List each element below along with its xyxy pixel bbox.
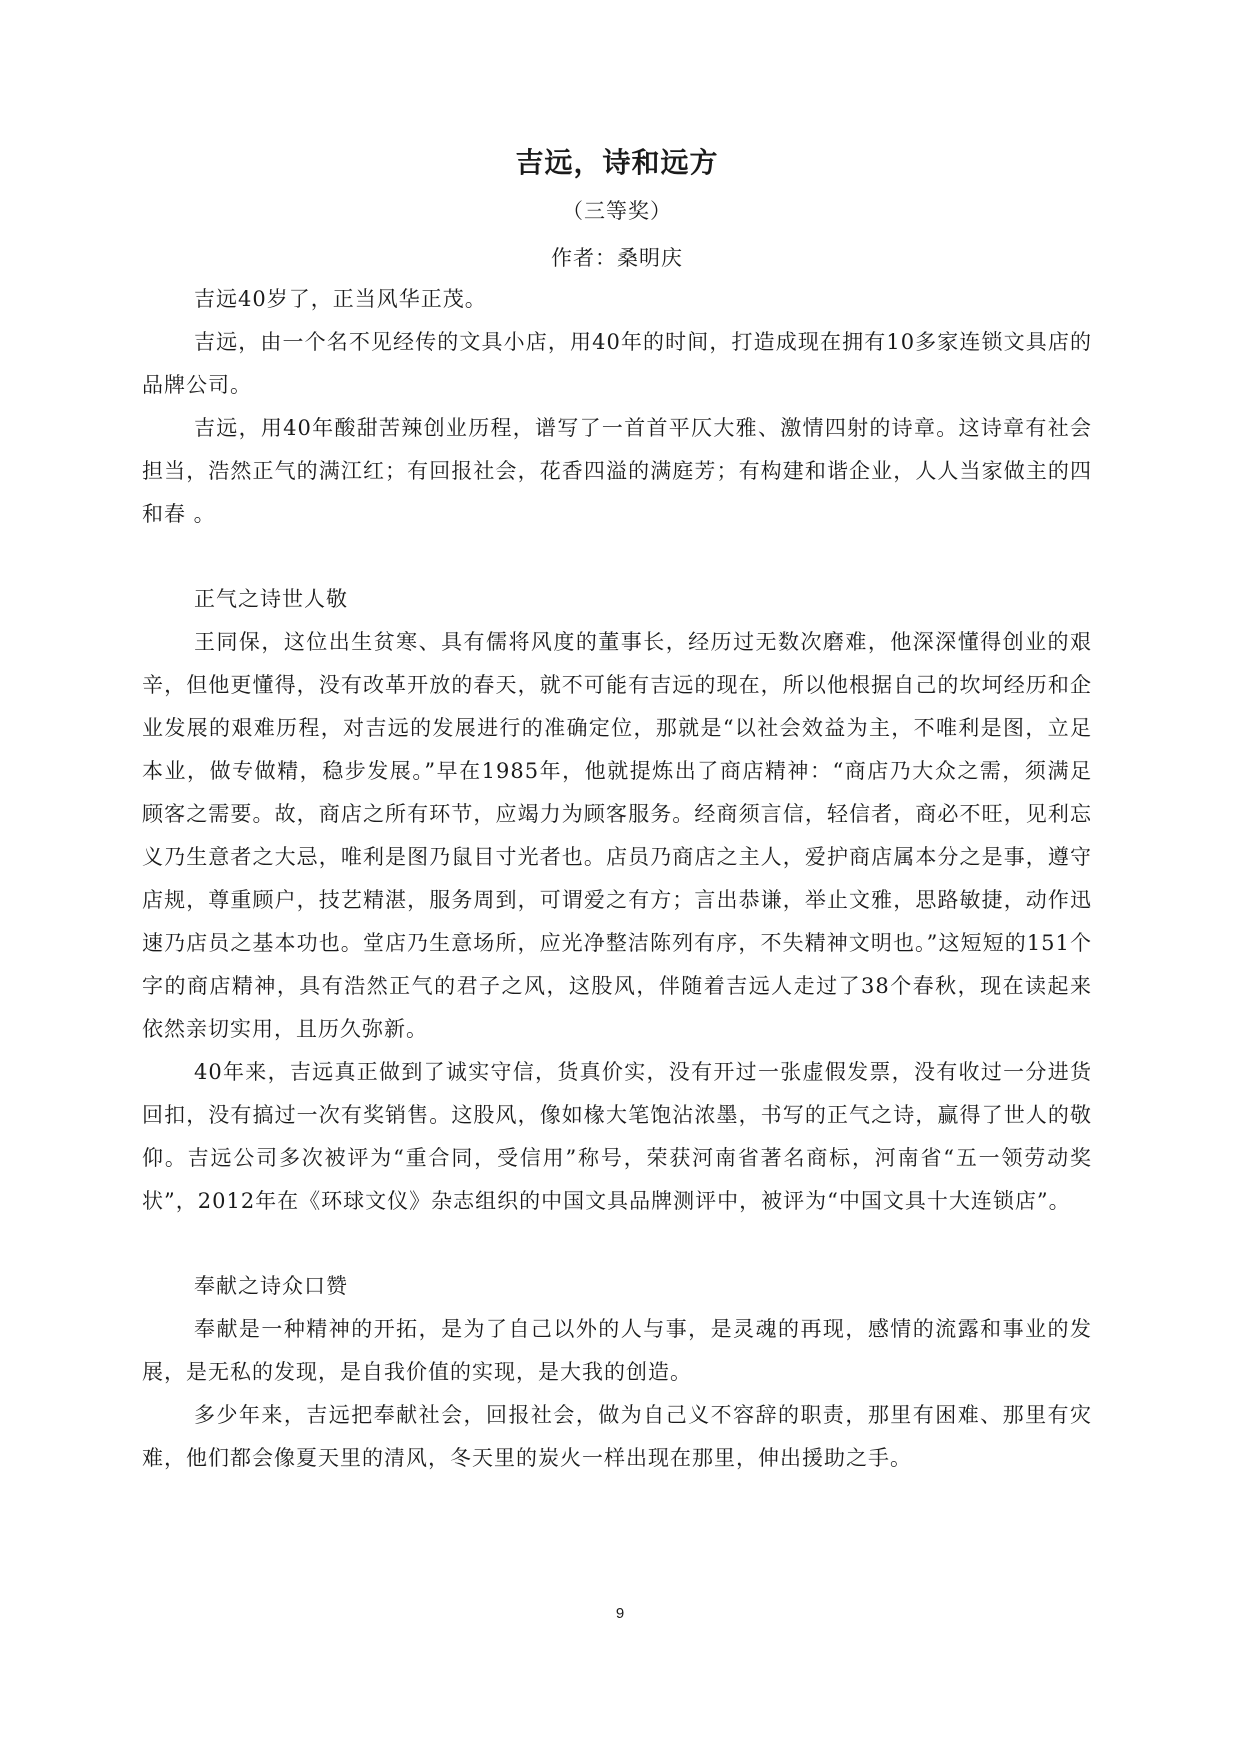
section-paragraph: 奉献是一种精神的开拓，是为了自己以外的人与事，是灵魂的再现，感情的流露和事业的发展，是无私的发现，是自我价值的实现，是大我的创造。 [142,1317,1092,1384]
document-title: 吉远，诗和远方 [515,146,719,179]
intro-paragraph: 吉远，用40年酸甜苦辣创业历程，谱写了一首首平仄大雅、激情四射的诗章。这诗章有社会担当，浩然正气的满江红；有回报社会，花香四溢的满庭芳；有构建和谐企业，人人当家做主的四和春 。 [142,416,1092,526]
section-heading: 奉献之诗众口赞 [194,1274,348,1298]
section-heading: 正气之诗世人敬 [194,587,348,611]
author-line: 作者：桑明庆 [551,246,683,270]
section-paragraph: 多少年来，吉远把奉献社会，回报社会，做为自己义不容辞的职责，那里有困难、那里有灾难，他们都会像夏天里的清风，冬天里的炭火一样出现在那里，伸出援助之手。 [142,1403,1092,1470]
intro-paragraph: 吉远，由一个名不见经传的文具小店，用40年的时间，打造成现在拥有10多家连锁文具店的品牌公司。 [142,330,1092,397]
section-paragraph: 40年来，吉远真正做到了诚实守信，货真价实，没有开过一张虚假发票，没有收过一分进货回扣，没有搞过一次有奖销售。这股风，像如椽大笔饱沾浓墨，书写的正气之诗，赢得了世人的敬仰。吉远公司多次被评为“重合同，受信用”称号，荣获河南省著名商标，河南省“五一领劳动奖状”，2012年在《环球文仪》杂志组织的中国文具品牌测评中，被评为“中国文具十大连锁店”。 [142,1060,1092,1213]
document-body [142,143,1092,1480]
section-gap [142,536,1092,578]
section-paragraph: 王同保，这位出生贫寒、具有儒将风度的董事长，经历过无数次磨难，他深深懂得创业的艰辛，但他更懂得，没有改革开放的春天，就不可能有吉远的现在，所以他根据自己的坎坷经历和企业发展的艰难历程，对吉远的发展进行的准确定位，那就是“以社会效益为主，不唯利是图，立足本业，做专做精，稳步发展。”早在1985年，他就提炼出了商店精神：“商店乃大众之需，须满足顾客之需要。故，商店之所有环节，应竭力为顾客服务。经商须言信，轻信者，商必不旺，见利忘义乃生意者之大忌，唯利是图乃鼠目寸光者也。店员乃商店之主人，爱护商店属本分之是事，遵守店规，尊重顾户，技艺精湛，服务周到，可谓爱之有方；言出恭谦，举止文雅，思路敏捷，动作迅速乃店员之基本功也。堂店乃生意场所，应光净整洁陈列有序，不失精神文明也。”这短短的151个字的商店精神，具有浩然正气的君子之风，这股风，伴随着吉远人走过了38个春秋，现在读起来依然亲切实用，且历久弥新。 [142,630,1092,1041]
award-label: （三等奖） [562,199,672,223]
page-number: 9 [615,1605,625,1622]
intro-paragraph: 吉远40岁了，正当风华正茂。 [194,287,487,311]
section-gap [142,1223,1092,1265]
